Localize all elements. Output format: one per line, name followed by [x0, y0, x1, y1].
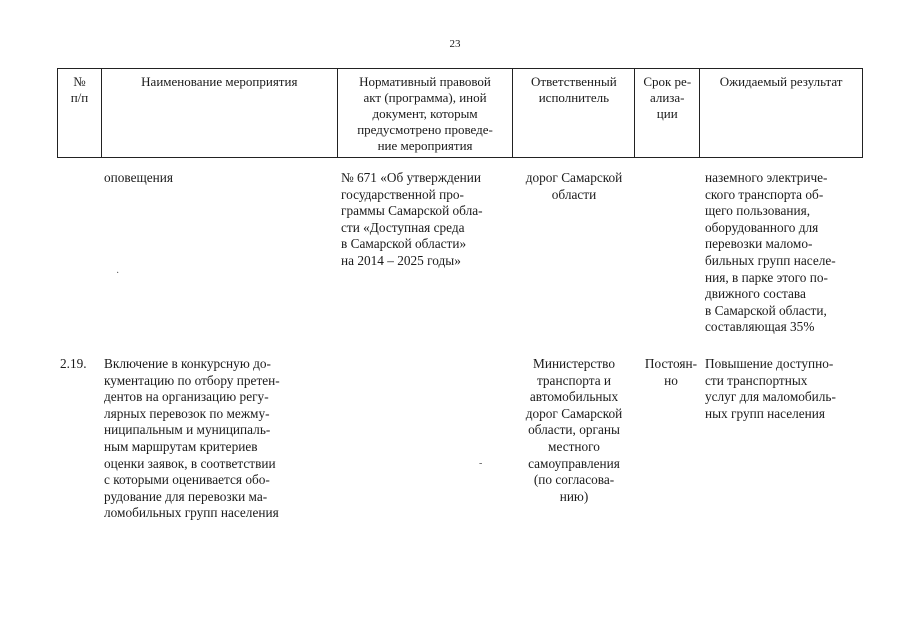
row-2-result: Повышение доступно- сти транспортных услуг для маломобиль- ных групп населения	[705, 356, 836, 421]
scan-speck: ·	[116, 268, 120, 279]
row-2-name: Включение в конкурсную до- кументацию по отбору претен- дентов на организацию регу- лярных перевозок по межму- ниципальным и муниципаль- ным маршрутам критериев оценки заявок, в соответствии с которыми оценивается обо- рудование для перевозки ма- ломобильных групп населения	[104, 356, 280, 521]
table-header	[57, 68, 863, 158]
header-act: Нормативный правовой акт (программа), иной документ, которым предусмотрено проведе- ние мероприятия	[338, 69, 514, 157]
row-2-executor: Министерство транспорта и автомобильных дорог Самарской области, органы местного самоуправления (по согласова- нию)	[525, 356, 623, 504]
row-1-executor: дорог Самарской области	[525, 170, 623, 202]
header-number: № п/п	[58, 69, 102, 157]
row-1-name: оповещения	[104, 170, 174, 185]
header-executor: Ответственный исполнитель	[513, 69, 635, 157]
row-2-number: 2.19.	[60, 356, 87, 371]
header-name: Наименование мероприятия	[102, 69, 338, 157]
row-2-term: Постоян- но	[644, 356, 698, 388]
header-result: Ожидаемый результат	[700, 69, 863, 157]
header-term: Срок ре- ализа- ции	[635, 69, 700, 157]
row-1-result: наземного электриче- ского транспорта об- щего пользования, оборудованного для перевозки маломо- бильных групп населе- ния, в парке этого по- движного состава в Самарской области, составляющая 35%	[705, 170, 836, 335]
page-number: 23	[449, 38, 461, 50]
row-1-act: № 671 «Об утверждении государственной про- граммы Самарской обла- сти «Доступная среда в Самарской области» на 2014 – 2025 годы»	[341, 170, 483, 268]
scan-speck: -	[479, 458, 483, 469]
